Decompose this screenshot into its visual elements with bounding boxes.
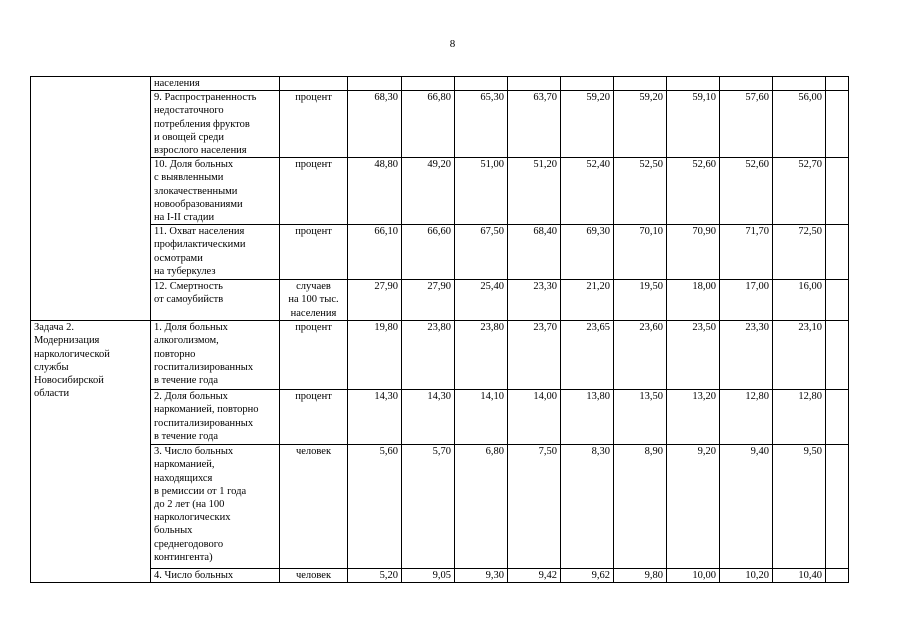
empty-cell — [826, 280, 849, 321]
value-cell: 10,20 — [720, 569, 773, 583]
page-number: 8 — [449, 38, 456, 50]
empty-cell — [826, 321, 849, 390]
value-cell: 14,30 — [402, 390, 455, 445]
value-cell: 12,80 — [773, 390, 826, 445]
value-cell: 13,50 — [614, 390, 667, 445]
value-cell — [773, 77, 826, 91]
value-cell: 68,30 — [348, 91, 402, 158]
value-cell: 19,50 — [614, 280, 667, 321]
value-cell: 52,50 — [614, 158, 667, 225]
unit-cell: процент — [280, 158, 348, 225]
value-cell: 23,80 — [455, 321, 508, 390]
value-cell: 25,40 — [455, 280, 508, 321]
indicator-name: 4. Число больных — [151, 569, 280, 583]
value-cell: 27,90 — [348, 280, 402, 321]
table-body — [31, 77, 849, 583]
value-cell: 65,30 — [455, 91, 508, 158]
indicator-name: 10. Доля больных с выявленными злокачественными новообразованиями на I-II стадии — [151, 158, 280, 225]
value-cell: 13,20 — [667, 390, 720, 445]
task-2-label: Задача 2. Модернизация наркологической службы Новосибирской области — [31, 321, 151, 583]
table-row — [31, 91, 849, 158]
value-cell: 57,60 — [720, 91, 773, 158]
value-cell: 5,60 — [348, 445, 402, 569]
value-cell — [402, 77, 455, 91]
value-cell: 12,80 — [720, 390, 773, 445]
value-cell: 66,80 — [402, 91, 455, 158]
value-cell: 14,10 — [455, 390, 508, 445]
value-cell: 66,60 — [402, 225, 455, 280]
value-cell — [667, 77, 720, 91]
empty-cell — [826, 390, 849, 445]
empty-cell — [826, 158, 849, 225]
value-cell: 23,65 — [561, 321, 614, 390]
value-cell: 9,42 — [508, 569, 561, 583]
value-cell: 5,70 — [402, 445, 455, 569]
empty-cell — [826, 569, 849, 583]
indicators-table — [30, 76, 849, 583]
value-cell: 69,30 — [561, 225, 614, 280]
value-cell: 23,50 — [667, 321, 720, 390]
value-cell: 14,00 — [508, 390, 561, 445]
value-cell: 8,90 — [614, 445, 667, 569]
empty-cell — [826, 77, 849, 91]
value-cell: 52,40 — [561, 158, 614, 225]
value-cell: 5,20 — [348, 569, 402, 583]
empty-cell — [826, 445, 849, 569]
unit-cell: человек — [280, 445, 348, 569]
table-row — [31, 280, 849, 321]
value-cell: 8,30 — [561, 445, 614, 569]
table-row — [31, 390, 849, 445]
value-cell: 70,10 — [614, 225, 667, 280]
value-cell — [720, 77, 773, 91]
value-cell: 6,80 — [455, 445, 508, 569]
indicator-name: населения — [151, 77, 280, 91]
value-cell: 68,40 — [508, 225, 561, 280]
value-cell — [561, 77, 614, 91]
value-cell: 56,00 — [773, 91, 826, 158]
table-row — [31, 569, 849, 583]
value-cell: 16,00 — [773, 280, 826, 321]
value-cell: 59,20 — [614, 91, 667, 158]
value-cell: 59,20 — [561, 91, 614, 158]
value-cell: 63,70 — [508, 91, 561, 158]
value-cell: 67,50 — [455, 225, 508, 280]
value-cell: 9,30 — [455, 569, 508, 583]
value-cell: 66,10 — [348, 225, 402, 280]
value-cell: 9,62 — [561, 569, 614, 583]
value-cell: 21,20 — [561, 280, 614, 321]
value-cell: 9,80 — [614, 569, 667, 583]
unit-cell: случаев на 100 тыс. населения — [280, 280, 348, 321]
value-cell: 17,00 — [720, 280, 773, 321]
value-cell — [455, 77, 508, 91]
value-cell: 10,00 — [667, 569, 720, 583]
table-row — [31, 158, 849, 225]
table-row — [31, 225, 849, 280]
empty-cell — [826, 91, 849, 158]
value-cell: 51,20 — [508, 158, 561, 225]
value-cell: 70,90 — [667, 225, 720, 280]
indicator-name: 2. Доля больных наркоманией, повторно госпитализированных в течение года — [151, 390, 280, 445]
value-cell: 9,05 — [402, 569, 455, 583]
value-cell: 52,60 — [720, 158, 773, 225]
value-cell: 23,10 — [773, 321, 826, 390]
value-cell: 14,30 — [348, 390, 402, 445]
value-cell: 49,20 — [402, 158, 455, 225]
indicator-name: 9. Распространенность недостаточного потребления фруктов и овощей среди взрослого населения — [151, 91, 280, 158]
value-cell: 23,80 — [402, 321, 455, 390]
value-cell: 71,70 — [720, 225, 773, 280]
value-cell: 52,60 — [667, 158, 720, 225]
indicator-name: 12. Смертность от самоубийств — [151, 280, 280, 321]
value-cell: 52,70 — [773, 158, 826, 225]
indicator-name: 3. Число больных наркоманией, находящихся в ремиссии от 1 года до 2 лет (на 100 наркологических больных среднегодового контингента) — [151, 445, 280, 569]
value-cell — [508, 77, 561, 91]
value-cell: 19,80 — [348, 321, 402, 390]
unit-cell: процент — [280, 91, 348, 158]
value-cell: 13,80 — [561, 390, 614, 445]
indicator-name: 11. Охват населения профилактическими осмотрами на туберкулез — [151, 225, 280, 280]
empty-cell — [826, 225, 849, 280]
value-cell: 23,60 — [614, 321, 667, 390]
value-cell: 48,80 — [348, 158, 402, 225]
unit-cell: процент — [280, 321, 348, 390]
value-cell: 27,90 — [402, 280, 455, 321]
unit-cell: процент — [280, 225, 348, 280]
value-cell — [614, 77, 667, 91]
value-cell: 23,30 — [720, 321, 773, 390]
value-cell: 23,30 — [508, 280, 561, 321]
table-row — [31, 445, 849, 569]
table-row — [31, 321, 849, 390]
value-cell: 9,40 — [720, 445, 773, 569]
value-cell: 18,00 — [667, 280, 720, 321]
value-cell: 7,50 — [508, 445, 561, 569]
unit-cell: человек — [280, 569, 348, 583]
table-row — [31, 77, 849, 91]
value-cell: 59,10 — [667, 91, 720, 158]
task-1-cell — [31, 77, 151, 321]
value-cell: 23,70 — [508, 321, 561, 390]
value-cell: 9,50 — [773, 445, 826, 569]
value-cell: 72,50 — [773, 225, 826, 280]
value-cell — [348, 77, 402, 91]
unit-cell: процент — [280, 390, 348, 445]
value-cell: 9,20 — [667, 445, 720, 569]
value-cell: 51,00 — [455, 158, 508, 225]
value-cell: 10,40 — [773, 569, 826, 583]
indicator-name: 1. Доля больных алкоголизмом, повторно госпитализированных в течение года — [151, 321, 280, 390]
unit-cell — [280, 77, 348, 91]
